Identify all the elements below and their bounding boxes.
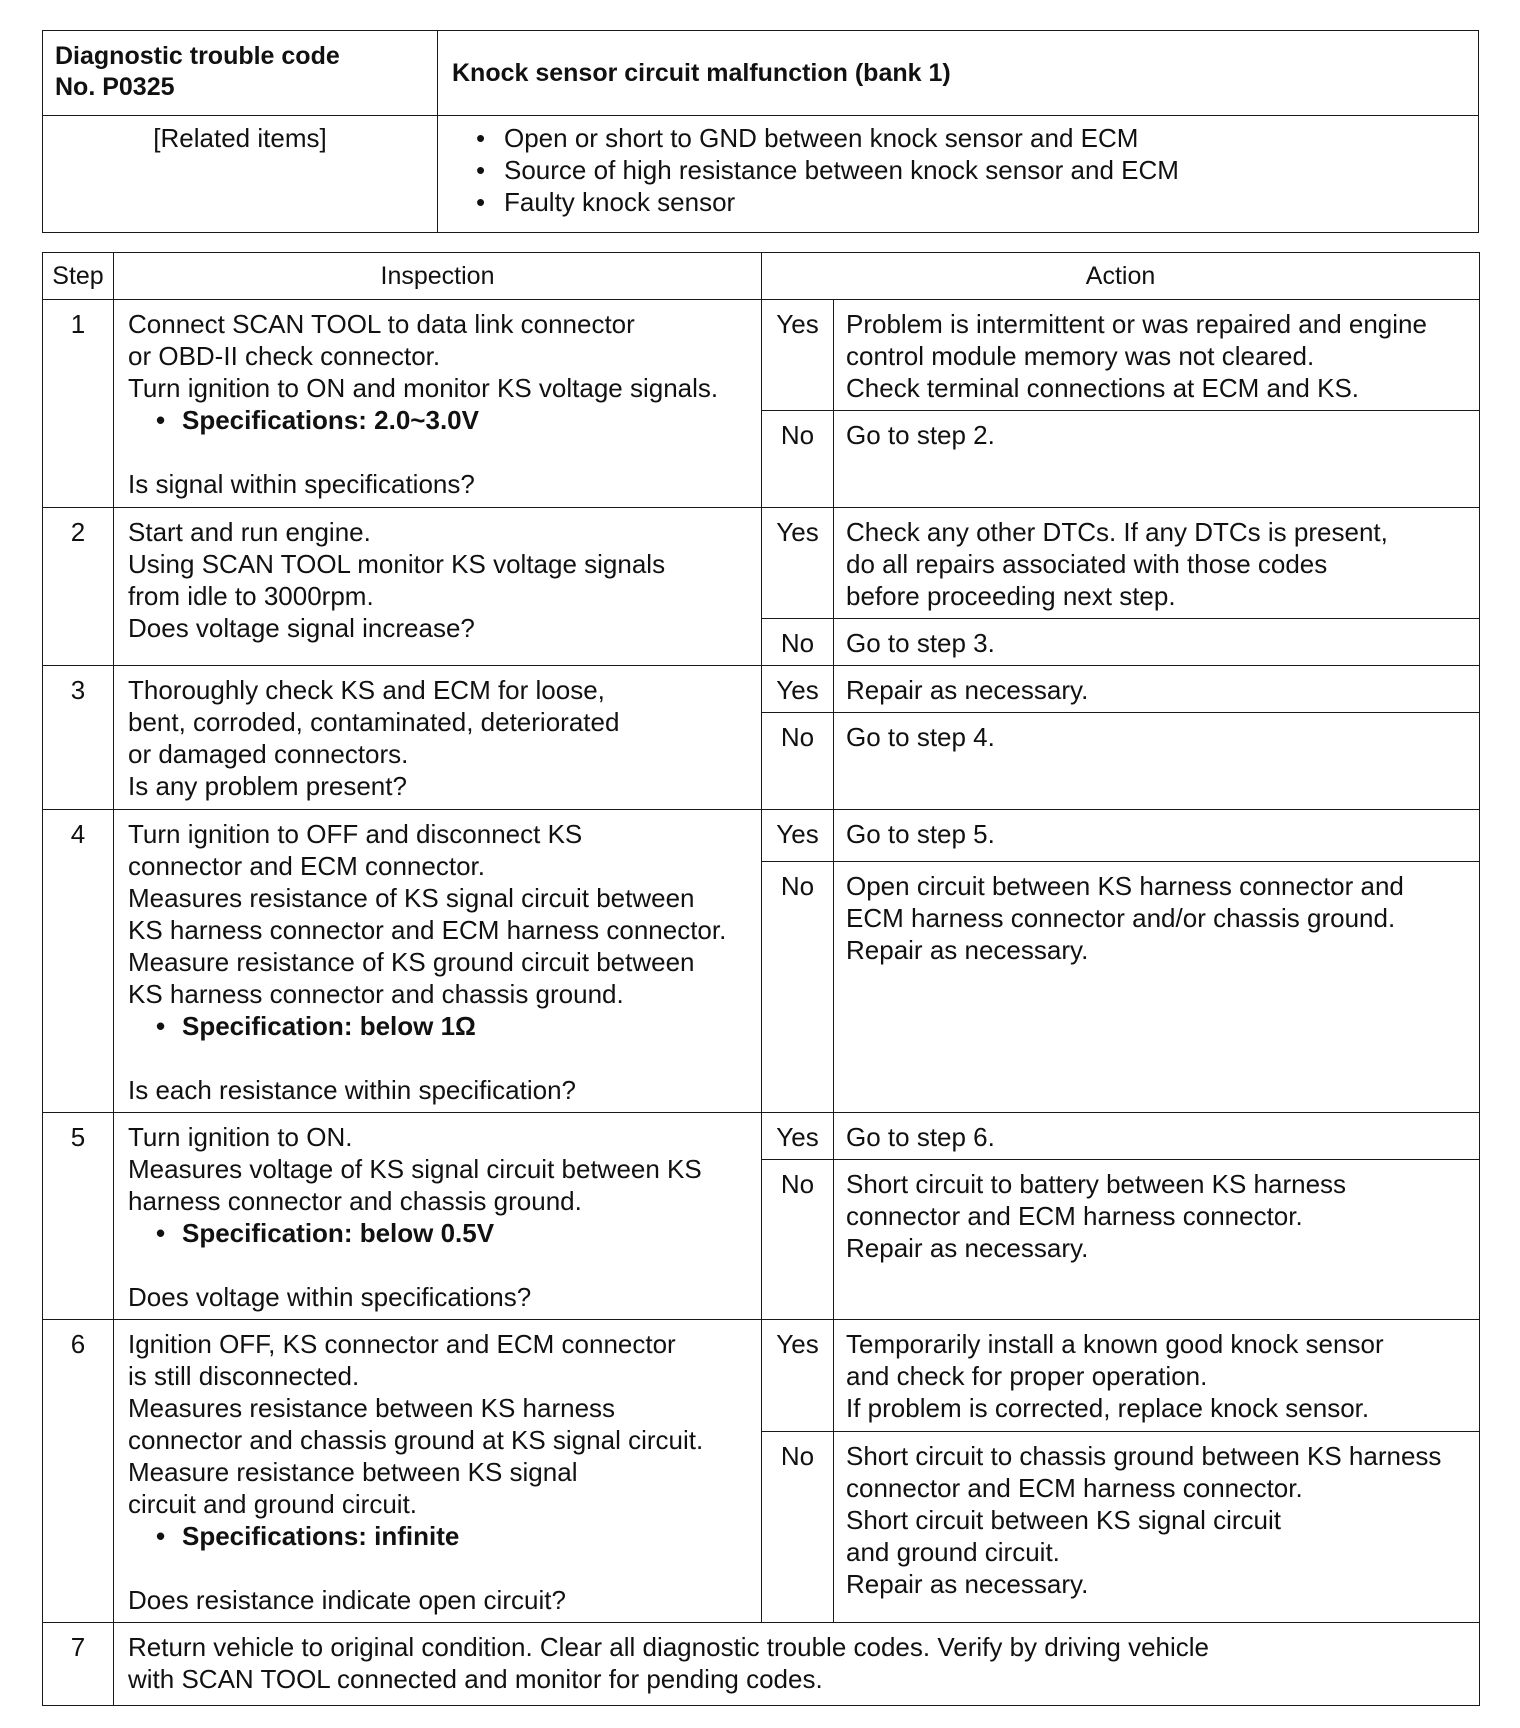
action-line: Repair as necessary.	[846, 935, 1089, 966]
dtc-code-number: No. P0325	[55, 73, 175, 101]
inspection-question: Does voltage within specifications?	[128, 1282, 532, 1312]
step-inspection	[114, 1113, 762, 1320]
inspection-line: Measures resistance of KS signal circuit between	[128, 883, 695, 913]
inspection-line: is still disconnected.	[128, 1361, 360, 1391]
action-line: Repair as necessary.	[846, 675, 1089, 705]
table-row	[43, 1623, 1480, 1706]
inspection-line: Return vehicle to original condition. Clear all diagnostic trouble codes. Verify by driving vehicle	[128, 1632, 1210, 1662]
dtc-code-label-line1: Diagnostic trouble code	[55, 42, 340, 70]
inspection-line: harness connector and chassis ground.	[128, 1186, 582, 1216]
inspection-line: or damaged connectors.	[128, 739, 409, 769]
step-number: 4	[43, 810, 114, 1113]
yes-label: Yes	[762, 1320, 834, 1432]
table-row	[43, 1320, 1480, 1432]
inspection-question: Does resistance indicate open circuit?	[128, 1585, 566, 1615]
no-action	[834, 1160, 1480, 1320]
inspection-line: with SCAN TOOL connected and monitor for pending codes.	[128, 1664, 823, 1694]
inspection-line: Measure resistance of KS ground circuit between	[128, 947, 695, 977]
no-action	[834, 713, 1480, 810]
col-header-step: Step	[43, 253, 114, 300]
action-line: Short circuit to battery between KS harness	[846, 1169, 1347, 1200]
col-header-action: Action	[762, 253, 1480, 300]
related-item: • Faulty knock sensor	[476, 186, 1478, 218]
table-header-row	[43, 253, 1480, 300]
inspection-line: Measure resistance between KS signal	[128, 1457, 578, 1487]
no-label: No	[762, 862, 834, 1113]
specification-text: Specification: below 0.5V	[182, 1218, 495, 1248]
inspection-line: bent, corroded, contaminated, deteriorated	[128, 707, 620, 737]
related-items-label: [Related items]	[43, 116, 438, 233]
no-action	[834, 411, 1480, 508]
inspection-line: KS harness connector and chassis ground.	[128, 979, 624, 1009]
inspection-line: Connect SCAN TOOL to data link connector	[128, 309, 635, 339]
specification-text: Specifications: infinite	[182, 1521, 460, 1551]
specification: • Specifications: infinite	[156, 1521, 460, 1551]
no-action	[834, 1432, 1480, 1623]
table-row	[43, 810, 1480, 862]
action-line: and ground circuit.	[846, 1537, 1060, 1568]
inspection-line: Measures resistance between KS harness	[128, 1393, 616, 1423]
inspection-line: Ignition OFF, KS connector and ECM connector	[128, 1329, 676, 1359]
yes-label: Yes	[762, 810, 834, 862]
yes-label: Yes	[762, 666, 834, 713]
step-inspection	[114, 300, 762, 508]
inspection-line: connector and chassis ground at KS signal circuit.	[128, 1425, 704, 1455]
action-line: Go to step 6.	[846, 1122, 995, 1152]
table-row	[43, 1113, 1480, 1160]
no-label: No	[762, 713, 834, 810]
action-line: and check for proper operation.	[846, 1361, 1208, 1391]
inspection-line: from idle to 3000rpm.	[128, 581, 374, 611]
related-items-list	[438, 116, 1479, 233]
inspection-line: Turn ignition to ON and monitor KS voltage signals.	[128, 373, 719, 403]
step-inspection	[114, 810, 762, 1113]
action-line: Go to step 2.	[846, 420, 995, 450]
dtc-title: Knock sensor circuit malfunction (bank 1)	[438, 31, 1479, 116]
specification-text: Specification: below 1Ω	[182, 1011, 476, 1041]
no-label: No	[762, 1432, 834, 1623]
inspection-question: Is any problem present?	[128, 771, 407, 801]
action-line: ECM harness connector and/or chassis ground.	[846, 903, 1396, 934]
yes-action	[834, 300, 1480, 411]
yes-action	[834, 1113, 1480, 1160]
inspection-line: Measures voltage of KS signal circuit between KS	[128, 1154, 702, 1184]
step-number: 1	[43, 300, 114, 508]
action-line: Short circuit to chassis ground between KS harness	[846, 1441, 1442, 1472]
inspection-line: Using SCAN TOOL monitor KS voltage signals	[128, 549, 666, 579]
action-line: Open circuit between KS harness connector and	[846, 871, 1404, 902]
step-final-instruction	[114, 1623, 1480, 1706]
specification: • Specification: below 1Ω	[156, 1011, 476, 1041]
yes-label: Yes	[762, 508, 834, 619]
dtc-code-label	[43, 31, 438, 116]
related-item: • Source of high resistance between knock sensor and ECM	[476, 154, 1478, 186]
action-line: Go to step 4.	[846, 722, 995, 752]
table-row	[43, 508, 1480, 619]
yes-action	[834, 666, 1480, 713]
no-label: No	[762, 1160, 834, 1320]
yes-action	[834, 810, 1480, 862]
no-label: No	[762, 411, 834, 508]
action-line: Check any other DTCs. If any DTCs is present,	[846, 517, 1388, 547]
step-number: 6	[43, 1320, 114, 1623]
dtc-header-row	[43, 31, 1479, 116]
step-inspection	[114, 1320, 762, 1623]
step-number: 3	[43, 666, 114, 810]
inspection-line: Thoroughly check KS and ECM for loose,	[128, 675, 605, 705]
step-inspection	[114, 666, 762, 810]
inspection-line: Turn ignition to OFF and disconnect KS	[128, 819, 583, 849]
inspection-line: Start and run engine.	[128, 517, 371, 547]
action-line: Temporarily install a known good knock sensor	[846, 1329, 1384, 1359]
specification: • Specifications: 2.0~3.0V	[156, 405, 479, 435]
inspection-line: KS harness connector and ECM harness connector.	[128, 915, 727, 945]
yes-action	[834, 508, 1480, 619]
no-label: No	[762, 619, 834, 666]
table-row	[43, 300, 1480, 411]
related-item: • Open or short to GND between knock sensor and ECM	[476, 122, 1478, 154]
action-line: Short circuit between KS signal circuit	[846, 1505, 1281, 1536]
step-number: 5	[43, 1113, 114, 1320]
dtc-header-table	[42, 30, 1479, 233]
step-number: 7	[43, 1623, 114, 1706]
action-line: Problem is intermittent or was repaired and engine	[846, 309, 1427, 339]
action-line: do all repairs associated with those codes	[846, 549, 1328, 579]
diagnostic-steps-table	[42, 252, 1480, 1706]
col-header-inspection: Inspection	[114, 253, 762, 300]
inspection-line: Turn ignition to ON.	[128, 1122, 353, 1152]
step-inspection	[114, 508, 762, 666]
no-action	[834, 862, 1480, 1113]
action-line: before proceeding next step.	[846, 581, 1176, 611]
inspection-question: Is each resistance within specification?	[128, 1075, 577, 1105]
table-row	[43, 666, 1480, 713]
action-line: Go to step 5.	[846, 819, 995, 849]
action-line: If problem is corrected, replace knock sensor.	[846, 1393, 1370, 1423]
inspection-line: or OBD-II check connector.	[128, 341, 441, 371]
yes-label: Yes	[762, 1113, 834, 1160]
action-line: control module memory was not cleared.	[846, 341, 1315, 371]
no-action	[834, 619, 1480, 666]
inspection-line: connector and ECM connector.	[128, 851, 485, 881]
inspection-question: Is signal within specifications?	[128, 469, 475, 499]
specification-text: Specifications: 2.0~3.0V	[182, 405, 479, 435]
step-number: 2	[43, 508, 114, 666]
inspection-question: Does voltage signal increase?	[128, 613, 475, 643]
action-line: Repair as necessary.	[846, 1233, 1089, 1264]
yes-action	[834, 1320, 1480, 1432]
action-line: connector and ECM harness connector.	[846, 1201, 1303, 1232]
action-line: Go to step 3.	[846, 628, 995, 658]
specification: • Specification: below 0.5V	[156, 1218, 495, 1248]
action-line: Check terminal connections at ECM and KS.	[846, 373, 1360, 403]
yes-label: Yes	[762, 300, 834, 411]
inspection-line: circuit and ground circuit.	[128, 1489, 418, 1519]
action-line: connector and ECM harness connector.	[846, 1473, 1303, 1504]
related-items-row	[43, 116, 1479, 233]
action-line: Repair as necessary.	[846, 1569, 1089, 1600]
